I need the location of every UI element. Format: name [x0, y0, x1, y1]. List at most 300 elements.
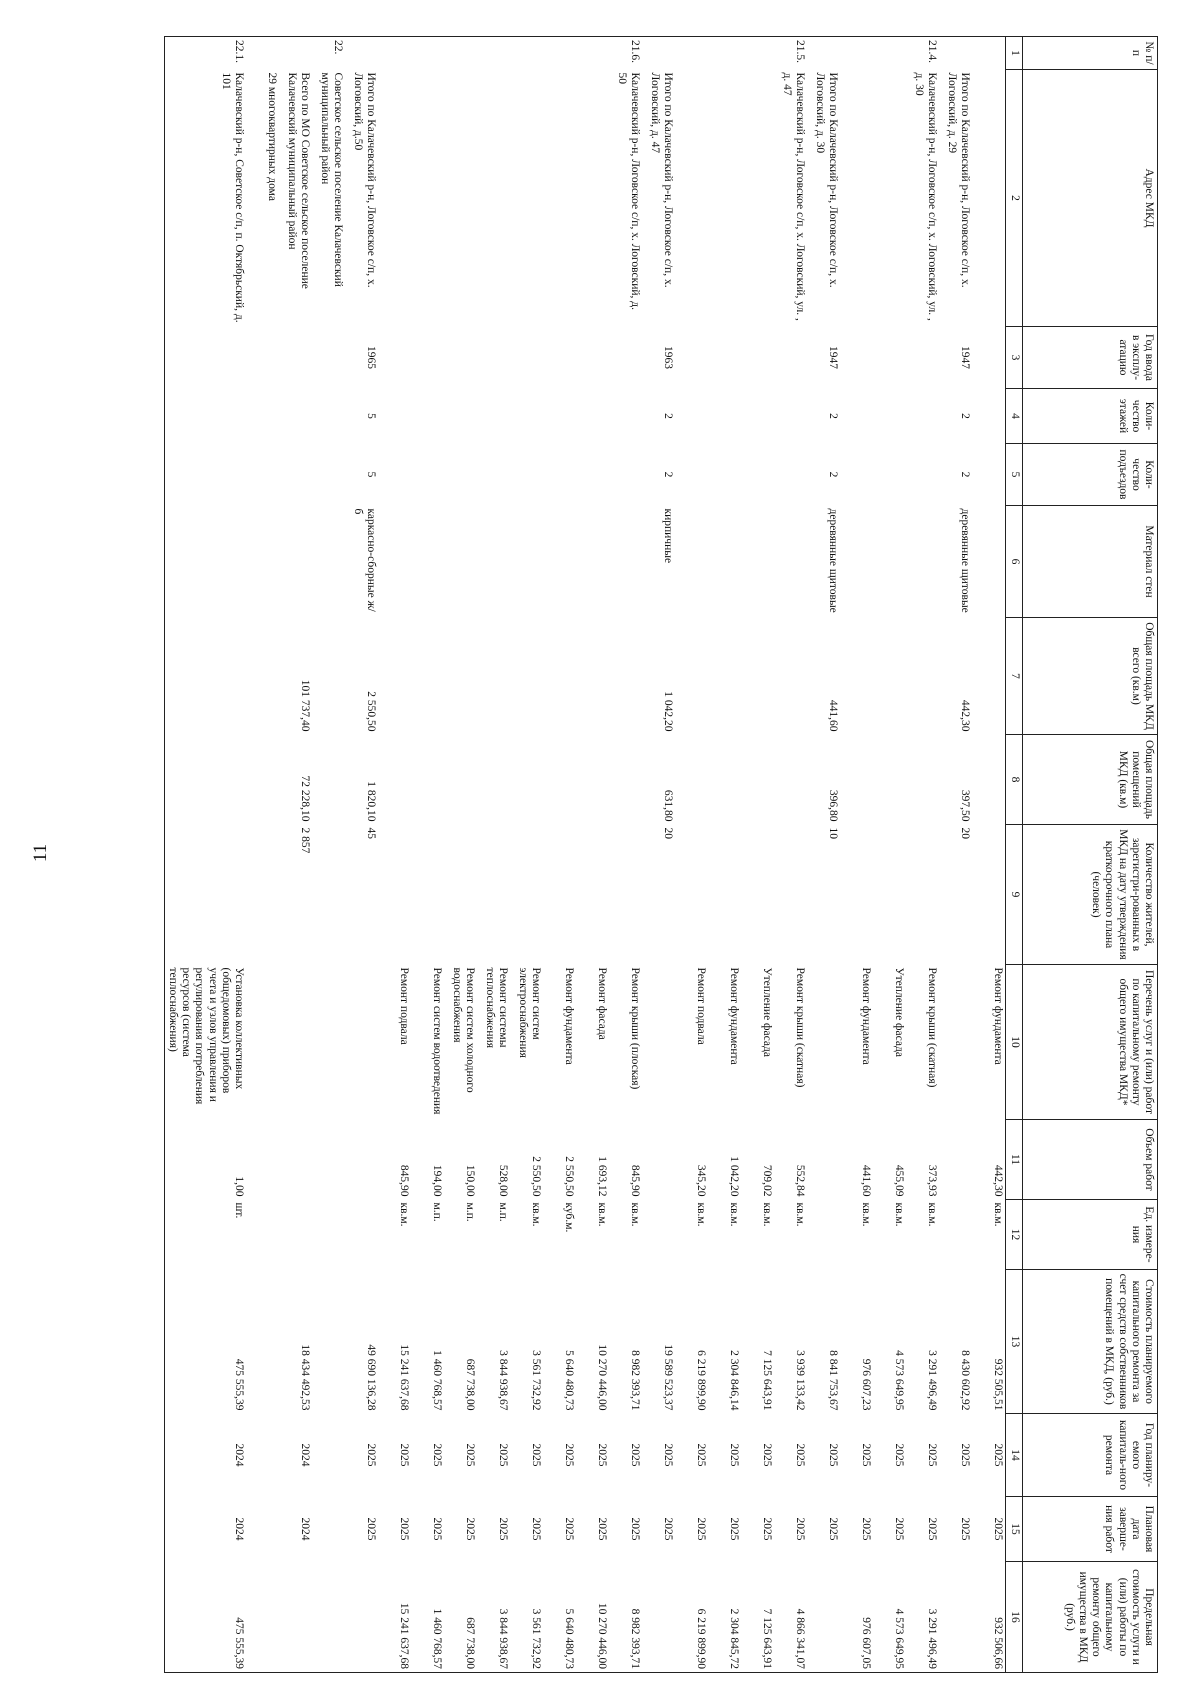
cell-col-13: 19 589 523,37	[662, 1344, 674, 1411]
cell-col-4: 2	[662, 413, 674, 419]
column-header-4: Коли-чество этажей	[1023, 389, 1158, 444]
cell-col-7: 101 737,40	[299, 679, 311, 732]
cell-col-6	[164, 506, 246, 618]
cell-col-10: Ремонт фундамента	[728, 967, 740, 1065]
column-header-2: Адрес МКД	[1023, 70, 1158, 327]
cell-col-7	[477, 618, 510, 735]
cell-col-2: Итого по Калачевский р-н, Логовское с/п, х. Логовский, д. 47	[648, 72, 674, 288]
cell-col-3	[840, 327, 873, 389]
cell-col-15: 2025	[893, 1517, 905, 1541]
cell-col-9	[774, 825, 807, 965]
cell-col-11: 345,20	[695, 1164, 707, 1197]
cell-col-4	[609, 389, 642, 444]
cell-col-13	[312, 1270, 345, 1414]
cell-col-5	[840, 444, 873, 506]
cell-col-10	[939, 965, 972, 1120]
cell-col-1: 22.1.	[164, 37, 246, 70]
cell-col-16: 687 738,00	[444, 1562, 477, 1673]
cell-col-11: 1,00	[164, 1120, 246, 1200]
cell-col-8	[675, 735, 708, 825]
table-row	[939, 37, 972, 1673]
cell-col-16	[807, 1562, 840, 1673]
cell-col-1	[378, 37, 411, 70]
cell-col-11: 373,93	[926, 1164, 938, 1197]
cell-col-3	[675, 327, 708, 389]
cell-col-6	[906, 506, 939, 618]
column-number-8: 8	[1006, 735, 1023, 825]
cell-col-10: Ремонт системы теплоснабжения	[483, 967, 509, 1048]
cell-col-11: 552,84	[794, 1164, 806, 1197]
cell-col-6	[609, 506, 642, 618]
cell-col-13: 7 125 643,91	[761, 1350, 773, 1411]
cell-col-7	[444, 618, 477, 735]
cell-col-4	[411, 389, 444, 444]
cell-col-14: 2025	[563, 1443, 575, 1467]
cell-col-14	[312, 1414, 345, 1497]
cell-col-4	[906, 389, 939, 444]
cell-col-6	[873, 506, 906, 618]
cell-col-1	[708, 37, 741, 70]
table-row	[576, 37, 609, 1673]
cell-col-12	[246, 1200, 279, 1270]
cell-col-13: 1 460 768,57	[431, 1350, 443, 1411]
table-row	[642, 37, 675, 1673]
cell-col-12: м.п.	[497, 1202, 509, 1222]
table-row	[411, 37, 444, 1673]
cell-col-2	[873, 70, 906, 327]
cell-col-3	[164, 327, 246, 389]
cell-col-8	[543, 735, 576, 825]
cell-col-8	[774, 735, 807, 825]
cell-col-3	[906, 327, 939, 389]
cell-col-6	[741, 506, 774, 618]
cell-col-3: 1947	[959, 346, 971, 369]
cell-col-11: 441,60	[860, 1164, 872, 1197]
cell-col-11: 709,02	[761, 1164, 773, 1197]
cell-col-6	[543, 506, 576, 618]
cell-col-3	[873, 327, 906, 389]
cell-col-8	[444, 735, 477, 825]
cell-col-4: 5	[365, 413, 377, 419]
cell-col-11: 2 550,50	[530, 1156, 542, 1197]
column-number-10: 10	[1006, 965, 1023, 1120]
cell-col-7	[675, 618, 708, 735]
column-header-6: Материал стен	[1023, 506, 1158, 618]
cell-col-12: куб.м.	[563, 1202, 575, 1233]
table-row	[741, 37, 774, 1673]
column-header-9: Количество жителей, зарегистри-рованных в МКД на дату утверждения краткосрочного плана (человек)	[1023, 825, 1158, 965]
cell-col-9: 2 857	[299, 827, 311, 854]
cell-col-4	[510, 389, 543, 444]
cell-col-16: 6 219 899,90	[675, 1562, 708, 1673]
cell-col-2	[741, 70, 774, 327]
cell-col-1	[576, 37, 609, 70]
cell-col-14: 2025	[893, 1443, 905, 1467]
cell-col-2	[840, 70, 873, 327]
cell-col-14: 2024	[299, 1443, 311, 1467]
column-number-16: 16	[1006, 1562, 1023, 1673]
cell-col-6	[774, 506, 807, 618]
cell-col-8: 397,50	[959, 789, 971, 822]
cell-col-11	[345, 1120, 378, 1200]
cell-col-15: 2025	[365, 1517, 377, 1541]
table-row	[873, 37, 906, 1673]
cell-col-3	[510, 327, 543, 389]
cell-col-7	[774, 618, 807, 735]
column-number-6: 6	[1006, 506, 1023, 618]
cell-col-7: 2 550,50	[365, 691, 377, 732]
cell-col-10: Ремонт подвала	[695, 967, 707, 1045]
cell-col-8	[741, 735, 774, 825]
cell-col-8	[246, 735, 279, 825]
cell-col-15	[312, 1497, 345, 1562]
table-row	[807, 37, 840, 1673]
cell-col-7	[510, 618, 543, 735]
cell-col-2: Итого по Калачевский р-н, Логовское с/п, х. Логовский, д. 29	[945, 72, 971, 288]
cell-col-5	[741, 444, 774, 506]
cell-col-10	[345, 965, 378, 1120]
cell-col-6	[411, 506, 444, 618]
table-row	[444, 37, 477, 1673]
cell-col-7	[312, 618, 345, 735]
cell-col-13: 3 291 496,49	[926, 1350, 938, 1411]
cell-col-15: 2025	[827, 1517, 839, 1541]
cell-col-1	[411, 37, 444, 70]
cell-col-15: 2025	[398, 1517, 410, 1541]
cell-col-14: 2024	[164, 1414, 246, 1497]
cell-col-3	[312, 327, 345, 389]
cell-col-1	[246, 37, 279, 70]
table-row	[675, 37, 708, 1673]
cell-col-16	[642, 1562, 675, 1673]
cell-col-5	[510, 444, 543, 506]
cell-col-11	[807, 1120, 840, 1200]
table-row	[246, 37, 279, 1673]
cell-col-7	[873, 618, 906, 735]
cell-col-3	[708, 327, 741, 389]
cell-col-15: 2025	[959, 1517, 971, 1541]
cell-col-9: 20	[959, 827, 971, 839]
cell-col-5	[906, 444, 939, 506]
table-row	[840, 37, 873, 1673]
column-header-8: Общая площадь помещений МКД (кв.м)	[1023, 735, 1158, 825]
cell-col-9	[972, 825, 1006, 965]
cell-col-5	[708, 444, 741, 506]
cell-col-16: 8 982 393,71	[609, 1562, 642, 1673]
cell-col-4: 2	[827, 413, 839, 419]
cell-col-11: 455,09	[893, 1164, 905, 1197]
cell-col-7: 442,30	[959, 699, 971, 732]
cell-col-5	[675, 444, 708, 506]
cell-col-9	[312, 825, 345, 965]
cell-col-14: 2025	[365, 1443, 377, 1467]
cell-col-13: 8 430 602,92	[959, 1350, 971, 1411]
table-row	[279, 37, 312, 1673]
page-number: 11	[30, 843, 52, 863]
cell-col-16: 3 561 732,92	[510, 1562, 543, 1673]
cell-col-6	[576, 506, 609, 618]
cell-col-6	[477, 506, 510, 618]
cell-col-9	[840, 825, 873, 965]
cell-col-10: Ремонт подвала	[398, 967, 410, 1045]
cell-col-12: м.п.	[431, 1202, 443, 1222]
cell-col-9	[609, 825, 642, 965]
cell-col-15: 2025	[563, 1517, 575, 1541]
cell-col-12: кв.м.	[530, 1202, 542, 1227]
cell-col-10	[807, 965, 840, 1120]
column-header-13: Стоимость планируемого капитального ремонта за счет средств собственников помещений в МКД, (руб.)	[1023, 1270, 1158, 1414]
cell-col-8	[873, 735, 906, 825]
cell-col-11	[939, 1120, 972, 1200]
cell-col-14: 2025	[530, 1443, 542, 1467]
cell-col-7	[378, 618, 411, 735]
cell-col-10	[279, 965, 312, 1120]
cell-col-2: Итого по Калачевский р-н, Логовское с/п, х. Логовский, д.50	[351, 72, 377, 288]
cell-col-3	[411, 327, 444, 389]
column-number-3: 3	[1006, 327, 1023, 389]
cell-col-16: 7 125 643,91	[741, 1562, 774, 1673]
column-header-7: Общая площадь МКД всего (кв.м)	[1023, 618, 1158, 735]
cell-col-12: кв.м.	[926, 1202, 938, 1227]
cell-col-15: 2024	[164, 1497, 246, 1562]
cell-col-5: 5	[365, 471, 377, 478]
cell-col-8: 72 228,10	[299, 775, 311, 822]
cell-col-16: 475 555,39	[164, 1562, 246, 1673]
cell-col-4	[444, 389, 477, 444]
column-number-13: 13	[1006, 1270, 1023, 1414]
cell-col-5	[279, 444, 312, 506]
cell-col-13: 8 982 393,71	[629, 1350, 641, 1411]
table-row	[543, 37, 576, 1673]
cell-col-10	[642, 965, 675, 1120]
cell-col-7	[906, 618, 939, 735]
table-row	[345, 37, 378, 1673]
cell-col-5	[444, 444, 477, 506]
cell-col-10	[312, 965, 345, 1120]
cell-col-1	[279, 37, 312, 70]
cell-col-3	[477, 327, 510, 389]
cell-col-9: 20	[662, 827, 674, 839]
cell-col-11: 845,90	[398, 1164, 410, 1197]
cell-col-9	[576, 825, 609, 965]
cell-col-7	[164, 618, 246, 735]
cell-col-8	[510, 735, 543, 825]
cell-col-11: 845,90	[629, 1164, 641, 1197]
cell-col-8	[312, 735, 345, 825]
cell-col-12: кв.м.	[992, 1202, 1004, 1227]
cell-col-15: 2025	[860, 1517, 872, 1541]
cell-col-2: Итого по Калачевский р-н, Логовское с/п, х. Логовский, д. 30	[813, 72, 839, 288]
table-row	[708, 37, 741, 1673]
cell-col-1	[477, 37, 510, 70]
cell-col-5: 2	[662, 471, 674, 478]
cell-col-11: 442,30	[992, 1164, 1004, 1197]
column-header-10: Перечень услуг и (или) работ по капитальному ремонту общего имущества МКД*	[1023, 965, 1158, 1120]
cell-col-13: 2 304 846,14	[728, 1350, 740, 1411]
cell-col-4	[972, 389, 1006, 444]
cell-col-5	[378, 444, 411, 506]
cell-col-15: 2025	[629, 1517, 641, 1541]
column-number-11: 11	[1006, 1120, 1023, 1200]
cell-col-11: 150,00	[464, 1164, 476, 1197]
cell-col-4: 2	[959, 413, 971, 419]
cell-col-3: 1965	[365, 346, 377, 369]
table-row	[609, 37, 642, 1673]
cell-col-12: кв.м.	[761, 1202, 773, 1227]
cell-col-15: 2025	[464, 1517, 476, 1541]
cell-col-4	[741, 389, 774, 444]
cell-col-9	[477, 825, 510, 965]
cell-col-10: Ремонт фасада	[596, 967, 608, 1040]
header-row	[1023, 37, 1158, 1673]
cell-col-6: деревянные щитовые	[827, 508, 839, 613]
cell-col-16: 3 291 496,49	[906, 1562, 939, 1673]
cell-col-1: 21.6.	[609, 37, 642, 70]
cell-col-7	[576, 618, 609, 735]
cell-col-6: каркасно-сборные ж/б	[351, 508, 377, 612]
cell-col-12: кв.м.	[695, 1202, 707, 1227]
cell-col-9	[873, 825, 906, 965]
cell-col-13: 49 690 136,28	[365, 1344, 377, 1411]
cell-col-11: 528,00	[497, 1164, 509, 1197]
cell-col-2: Советское сельское поселение Калачевский муниципальный район	[318, 72, 344, 287]
cell-col-5	[873, 444, 906, 506]
cell-col-7: 1 042,20	[662, 691, 674, 732]
cell-col-4	[708, 389, 741, 444]
cell-col-8	[411, 735, 444, 825]
cell-col-8	[906, 735, 939, 825]
cell-col-9	[411, 825, 444, 965]
cell-col-2	[477, 70, 510, 327]
cell-col-14: 2025	[662, 1443, 674, 1467]
cell-col-13: 18 434 492,53	[299, 1344, 311, 1411]
cell-col-6	[675, 506, 708, 618]
cell-col-4	[246, 389, 279, 444]
cell-col-4	[312, 389, 345, 444]
cell-col-16: 4 866 341,07	[774, 1562, 807, 1673]
cell-col-7	[741, 618, 774, 735]
cell-col-3	[279, 327, 312, 389]
cell-col-15: 2025	[926, 1517, 938, 1541]
cell-col-10: Установка коллективных (общедомовых) приборов учета и узлов управления и регулирования потребления ресурсов (система теплоснабжения)	[164, 965, 246, 1120]
cell-col-6	[279, 506, 312, 618]
cell-col-12: шт.	[164, 1200, 246, 1270]
cell-col-3	[246, 327, 279, 389]
cell-col-5	[543, 444, 576, 506]
cell-col-10: Ремонт фундамента	[860, 967, 872, 1065]
cell-col-16: 2 304 845,72	[708, 1562, 741, 1673]
cell-col-3	[378, 327, 411, 389]
column-header-11: Объем работ	[1023, 1120, 1158, 1200]
cell-col-14: 2025	[431, 1443, 443, 1467]
cell-col-13: 15 241 637,68	[398, 1344, 410, 1411]
cell-col-12: кв.м.	[794, 1202, 806, 1227]
cell-col-14: 2025	[926, 1443, 938, 1467]
cell-col-16	[279, 1562, 312, 1673]
column-header-1: № п/п	[1023, 37, 1158, 70]
cell-col-12: кв.м.	[893, 1202, 905, 1227]
cell-col-1: 21.5.	[774, 37, 807, 70]
cell-col-8	[840, 735, 873, 825]
cell-col-5	[774, 444, 807, 506]
column-number-5: 5	[1006, 444, 1023, 506]
cell-col-4	[840, 389, 873, 444]
cell-col-10: Ремонт систем водоотведения	[431, 967, 443, 1115]
cell-col-1	[807, 37, 840, 70]
cell-col-7	[246, 618, 279, 735]
cell-col-7: 441,60	[827, 699, 839, 732]
cell-col-5	[164, 444, 246, 506]
cell-col-3	[609, 327, 642, 389]
column-header-3: Год ввода в эксплу-атацию	[1023, 327, 1158, 389]
cell-col-9	[246, 825, 279, 965]
cell-col-5	[477, 444, 510, 506]
table-row	[378, 37, 411, 1673]
cell-col-16: 10 270 446,00	[576, 1562, 609, 1673]
cell-col-1	[939, 37, 972, 70]
cell-col-5: 2	[827, 471, 839, 478]
cell-col-8	[378, 735, 411, 825]
cell-col-10: Ремонт крыши (скатная)	[926, 967, 938, 1088]
cell-col-8	[972, 735, 1006, 825]
cell-col-15: 2025	[992, 1517, 1004, 1541]
cell-col-11	[312, 1120, 345, 1200]
cell-col-2	[543, 70, 576, 327]
cell-col-7	[609, 618, 642, 735]
cell-col-9	[444, 825, 477, 965]
cell-col-15: 2025	[794, 1517, 806, 1541]
cell-col-6	[510, 506, 543, 618]
cell-col-10: Утепление фасада	[893, 967, 905, 1057]
cell-col-3: 1947	[827, 346, 839, 369]
cell-col-9	[906, 825, 939, 965]
cell-col-12: кв.м.	[728, 1202, 740, 1227]
cell-col-16	[345, 1562, 378, 1673]
cell-col-2	[378, 70, 411, 327]
cell-col-8	[576, 735, 609, 825]
cell-col-1	[444, 37, 477, 70]
cell-col-16: 4 573 649,95	[873, 1562, 906, 1673]
cell-col-2: Калачевский р-н, Советское с/п, п. Октябрьский, д. 101	[164, 70, 246, 327]
cell-col-7	[411, 618, 444, 735]
cell-col-2	[576, 70, 609, 327]
cell-col-4	[543, 389, 576, 444]
cell-col-13: 6 219 899,90	[695, 1350, 707, 1411]
cell-col-7	[708, 618, 741, 735]
cell-col-13: 932 505,51	[992, 1358, 1004, 1411]
cell-col-1	[840, 37, 873, 70]
cell-col-2: Калачевский р-н, Логовское с/п, х. Логовский, ул. , д. 47	[780, 72, 806, 321]
cell-col-5	[411, 444, 444, 506]
cell-col-1	[510, 37, 543, 70]
cell-col-5	[576, 444, 609, 506]
cell-col-9	[708, 825, 741, 965]
cell-col-9	[378, 825, 411, 965]
cell-col-8	[477, 735, 510, 825]
cell-col-11: 1 042,20	[728, 1156, 740, 1197]
cell-col-11	[279, 1120, 312, 1200]
cell-col-6	[444, 506, 477, 618]
cell-col-9: 10	[827, 827, 839, 839]
cell-col-5: 2	[959, 471, 971, 478]
cell-col-1	[873, 37, 906, 70]
cell-col-4	[378, 389, 411, 444]
cell-col-16	[246, 1562, 279, 1673]
column-number-15: 15	[1006, 1497, 1023, 1562]
cell-col-14: 2025	[695, 1443, 707, 1467]
cell-col-16	[939, 1562, 972, 1673]
cell-col-1: 22.	[312, 37, 345, 70]
